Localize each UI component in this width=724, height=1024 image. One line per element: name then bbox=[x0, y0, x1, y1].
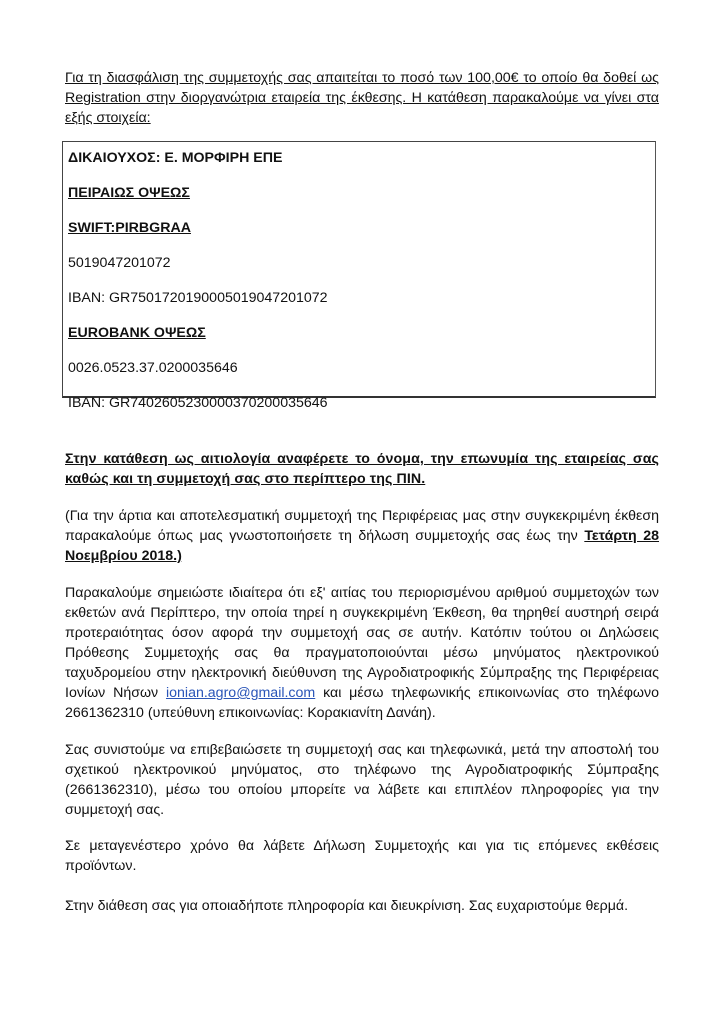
future-declaration-paragraph: Σε μεταγενέστερο χρόνο θα λάβετε Δήλωση Συμμετοχής και για τις επόμενες εκθέσεις προϊόντων. bbox=[65, 838, 659, 874]
bank1-iban: IBAN: GR7501720190005019047201072 bbox=[68, 290, 328, 306]
priority-text-before-email: Παρακαλούμε σημειώστε ιδιαίτερα ότι εξ' αιτίας του περιορισμένου αριθμού συμμετοχών των εκθετών ανά Περίπτερο, την οποία τηρεί η συγκεκριμένη Έκθεση, θα τηρηθεί αυστηρή σειρά προτεραιότητας όσον αφορά την συμμετοχή σας σε αυτήν. Κατόπιν τούτου οι Δηλώσεις Πρόθεσης Συμμετοχής σας θα πραγματοποιούνται μέσω μηνύματος ηλεκτρονικού ταχυδρομείου στην ηλεκτρονική διεύθυνση της Αγροδιατροφικής Σύμπραξης της Περιφέρειας Ιονίων Νήσων bbox=[65, 585, 659, 701]
deposit-reference-notice: Στην κατάθεση ως αιτιολογία αναφέρετε το όνομα, την επωνυμία της εταιρείας σας καθώς και τη συμμετοχή σας στο περίπτερο της ΠΙΝ. bbox=[65, 451, 659, 487]
closing-paragraph: Στην διάθεση σας για οποιαδήποτε πληροφορία και διευκρίνιση. Σας ευχαριστούμε θερμά. bbox=[65, 898, 629, 914]
deadline-text: (Για την άρτια και αποτελεσματική συμμετοχή της Περιφέρειας μας στην συγκεκριμένη έκθεση παρακαλούμε όπως μας γνωστοποιήσετε τη δήλωση συμμετοχής σας έως την bbox=[65, 508, 659, 544]
phone-confirmation-paragraph: Σας συνιστούμε να επιβεβαιώσετε τη συμμετοχή σας και τηλεφωνικά, μετά την αποστολή του σχετικού ηλεκτρονικού μηνύματος, στο τηλέφωνο της Αγροδιατροφικής Σύμπραξης (2661362310), μέσω του οποίου μπορείτε να λάβετε και επιπλέον πληροφορίες για την συμμετοχή σας. bbox=[65, 742, 659, 818]
beneficiary-line: ΔΙΚΑΙΟΥΧΟΣ: Ε. ΜΟΡΦΙΡΗ ΕΠΕ bbox=[68, 150, 283, 166]
bank2-iban: IBAN: GR7402605230000370200035646 bbox=[68, 395, 328, 411]
bank1-name: ΠΕΙΡΑΙΩΣ ΟΨΕΩΣ bbox=[68, 185, 190, 201]
bank1-account-number: 5019047201072 bbox=[68, 255, 171, 271]
bank2-account-number: 0026.0523.37.0200035646 bbox=[68, 360, 238, 376]
document-page bbox=[65, 68, 659, 916]
bank1-swift: SWIFT:PIRBGRAA bbox=[68, 220, 191, 236]
priority-text-after-email: και μέσω τηλεφωνικής επικοινωνίας στο τηλέφωνο 2661362310 (υπεύθυνη επικοινωνίας: Κορακιανίτη Δανάη). bbox=[65, 685, 659, 721]
bank2-name: EUROBANK ΟΨΕΩΣ bbox=[68, 325, 206, 341]
bank-details-box bbox=[62, 141, 656, 411]
registration-fee-paragraph: Για τη διασφάλιση της συμμετοχής σας απαιτείται το ποσό των 100,00€ το οποίο θα δοθεί ως Registration στην διοργανώτρια εταιρεία της έκθεσης. Η κατάθεση παρακαλούμε να γίνει στα εξής στοιχεία: bbox=[65, 70, 659, 126]
contact-email-link[interactable]: ionian.agro@gmail.com bbox=[165, 685, 316, 701]
priority-notice-paragraph bbox=[65, 583, 659, 723]
deadline-date: Τετάρτη 28 Νοεμβρίου 2018.) bbox=[65, 528, 660, 564]
deadline-paragraph bbox=[65, 506, 659, 566]
